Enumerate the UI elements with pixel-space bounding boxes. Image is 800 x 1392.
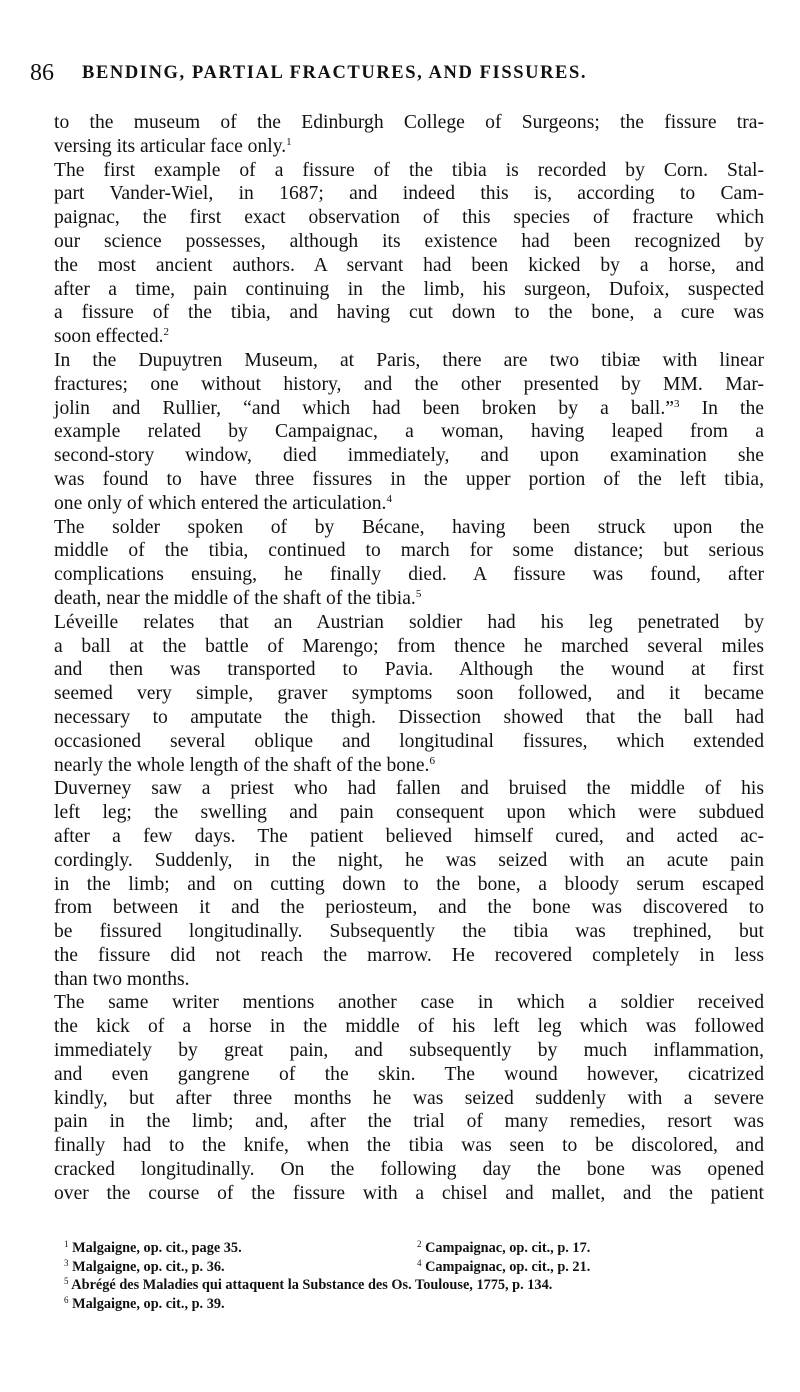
text-line: versing its articular face only.$^1$ [54,135,292,157]
text-line: cracked longitudinally. On the following day the bone was opened [54,1159,764,1181]
footnote: $^3$ Malgaigne, op. cit., p. 36. [64,1257,225,1275]
footnote: $^2$ Campaignac, op. cit., p. 17. [417,1239,591,1256]
text-line: and then was transported to Pavia. Although the wound at first [54,659,764,681]
footnote: $^4$ Campaignac, op. cit., p. 21. [417,1257,591,1275]
footnote-mark: 5 [415,587,422,600]
text-line: immediately by great pain, and subsequently by much inflammation, [54,1040,764,1062]
text-line: Léveille relates that an Austrian soldier had his leg penetrated by [54,611,764,633]
text-line: the fissure did not reach the marrow. He recovered completely in less [54,944,764,966]
text-line: to the museum of the Edinburgh College of Surgeons; the fissure tra- [54,112,764,133]
footnote-mark: 4 [386,492,392,505]
text-line: and even gangrene of the skin. The wound however, cicatrized [54,1063,764,1085]
footnote-mark: 2 [163,326,170,339]
text-line: part Vander-Wiel, in 1687; and indeed this is, according to Cam- [54,183,764,205]
text-line: The first example of a fissure of the tibia is recorded by Corn. Stal- [54,159,764,181]
text-line: the most ancient authors. A servant had been kicked by a horse, and [54,254,764,276]
text-line: necessary to amputate the thigh. Dissection showed that the ball had [54,706,764,728]
text-line: a ball at the battle of Marengo; from thence he marched several miles [54,635,764,657]
footnote-mark: 1 [286,135,292,148]
text-line: our science possesses, although its existence had been recognized by [54,230,764,252]
text-line: one only of which entered the articulation.$^4$ [54,492,392,514]
text-line: Duverney saw a priest who had fallen and bruised the middle of his [54,778,764,800]
text-line: left leg; the swelling and pain consequent upon which were subdued [54,802,764,824]
page-header [30,58,770,88]
text-line: soon effected.$^2$ [54,326,170,348]
text-line: complications ensuing, he finally died. A fissure was found, after [54,564,764,586]
text-line: jolin and Rullier, “and which had been broken by a ball.”$^3$ In the [54,397,764,419]
footnotes [64,1239,770,1313]
text-line: occasioned several oblique and longitudinal fissures, which extended [54,730,764,752]
text-line: pain in the limb; and, after the trial of many remedies, resort was [54,1111,764,1133]
footnote-row [64,1239,770,1258]
text-line: over the course of the fissure with a chisel and mallet, and the patient [54,1182,764,1204]
footnote: $^5$ Abrégé des Maladies qui attaquent la Substance des Os. Toulouse, 1775, p. 134. [64,1276,553,1294]
text-line: The solder spoken of by Bécane, having been struck upon the [54,516,764,538]
text-line: second-story window, died immediately, and upon examination she [54,445,764,467]
footnote-row [64,1258,770,1277]
text-line: fractures; one without history, and the other presented by MM. Mar- [54,373,764,395]
body-text [54,111,764,1206]
footnote: $^1$ Malgaigne, op. cit., page 35. [64,1239,242,1256]
text-line: In the Dupuytren Museum, at Paris, there are two tibiæ with linear [54,349,764,371]
text-line: from between it and the periosteum, and the bone was discovered to [54,897,764,919]
text-line: the kick of a horse in the middle of his left leg which was followed [54,1016,764,1038]
text-line: paignac, the first exact observation of this species of fracture which [54,207,764,229]
text-line: The same writer mentions another case in which a soldier received [54,992,764,1014]
text-line: kindly, but after three months he was seized suddenly with a severe [54,1087,764,1109]
running-title: BENDING, PARTIAL FRACTURES, AND FISSURES. [82,63,588,83]
text-line: was found to have three fissures in the upper portion of the left tibia, [54,468,764,490]
text-line: after a few days. The patient believed himself cured, and acted ac- [54,825,764,847]
footnote-mark: 6 [429,754,435,767]
text-line: be fissured longitudinally. Subsequently the tibia was trephined, but [54,921,764,943]
text-line: seemed very simple, graver symptoms soon followed, and it became [54,683,764,705]
text-line: middle of the tibia, continued to march for some distance; but serious [54,540,764,562]
text-line: in the limb; and on cutting down to the bone, a bloody serum escaped [54,873,764,895]
text-line: than two months. [54,968,190,990]
text-line: finally had to the knife, when the tibia was seen to be discolored, and [54,1135,764,1157]
text-line: cordingly. Suddenly, in the night, he was seized with an acute pain [54,849,764,871]
text-line: nearly the whole length of the shaft of the bone.$^6$ [54,754,435,776]
footnote: $^6$ Malgaigne, op. cit., p. 39. [64,1294,225,1312]
footnote-mark: 3 [673,397,680,410]
text-line: a fissure of the tibia, and having cut down to the bone, a cure was [54,302,764,324]
text-line: after a time, pain continuing in the limb, his surgeon, Dufoix, suspected [54,278,764,300]
page-number: 86 [30,60,54,86]
text-line: death, near the middle of the shaft of the tibia.$^5$ [54,587,422,609]
text-line: example related by Campaignac, a woman, having leaped from a [54,421,764,443]
